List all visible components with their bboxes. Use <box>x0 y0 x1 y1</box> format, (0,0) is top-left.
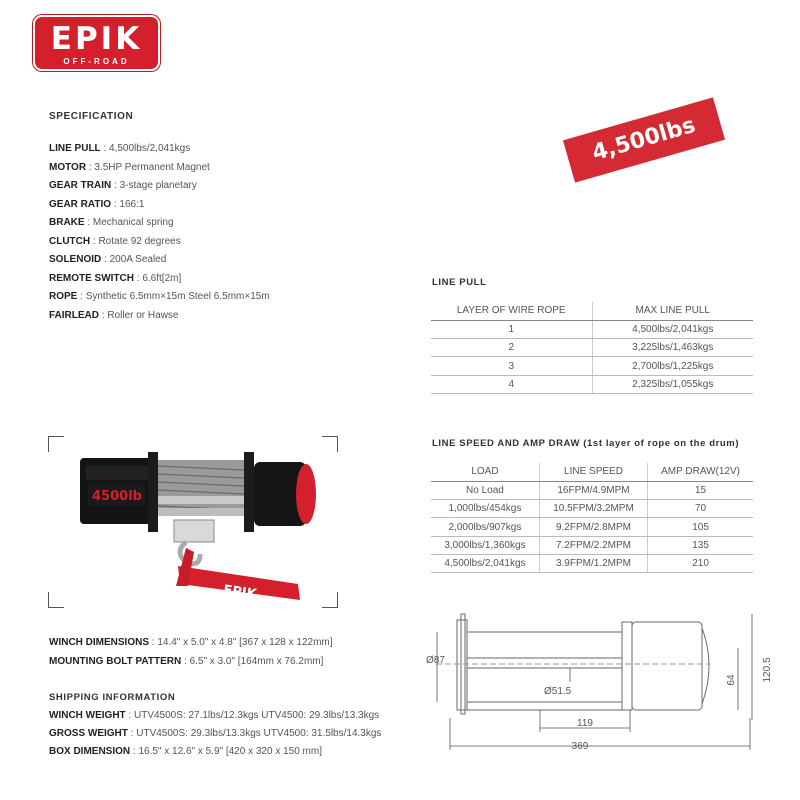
spec-row: MOTOR : 3.5HP Permanent Magnet <box>49 161 210 173</box>
spec-row: SOLENOID : 200A Sealed <box>49 254 167 265</box>
table-row <box>431 500 753 518</box>
winch-label: 4500lb <box>92 489 142 504</box>
dim-w369: 369 <box>571 741 589 752</box>
line-speed-table <box>431 463 753 573</box>
spec-label: MOTOR <box>49 161 87 173</box>
spec-label: ROPE <box>49 291 78 302</box>
table-cell: 4,500lbs/2,041kgs <box>592 320 753 338</box>
winch-dimensions-row: WINCH DIMENSIONS : 14.4" x 5.0" x 4.8" [367 x 128 x 122mm] <box>49 637 333 648</box>
spec-value: Mechanical spring <box>92 217 174 228</box>
spec-label: SOLENOID <box>49 254 102 265</box>
table-header: AMP DRAW(12V) <box>648 463 753 481</box>
winch-dimensions-value: 14.4" x 5.0" x 4.8" [367 x 128 x 122mm] <box>157 637 333 648</box>
table-cell: 2,000lbs/907kgs <box>431 518 539 536</box>
table-row <box>431 339 753 357</box>
spec-row: CLUTCH : Rotate 92 degrees <box>49 235 181 247</box>
spec-label: GEAR TRAIN <box>49 180 112 191</box>
table-cell: 105 <box>648 518 753 536</box>
spec-label: LINE PULL <box>49 143 101 154</box>
table-cell: 210 <box>648 554 753 572</box>
spec-value: 6.6ft[2m] <box>142 272 182 284</box>
product-image-frame <box>48 436 338 608</box>
table-row <box>431 320 753 338</box>
table-row <box>431 536 753 554</box>
table-header: LINE SPEED <box>539 463 647 481</box>
technical-drawing <box>420 600 780 760</box>
spec-value: 4,500lbs/2,041kgs <box>109 143 191 154</box>
line-pull-table <box>431 302 753 394</box>
spec-value: 200A Sealed <box>109 254 167 265</box>
table-header: MAX LINE PULL <box>592 302 753 320</box>
winch-dimensions-label: WINCH DIMENSIONS <box>49 637 149 648</box>
table-cell: 2,700lbs/1,225kgs <box>592 357 753 375</box>
table-cell: 2 <box>431 339 592 357</box>
shipping-label: BOX DIMENSION <box>49 746 131 757</box>
table-row <box>431 357 753 375</box>
capacity-stamp-text: 4,500lbs <box>589 112 699 167</box>
table-cell: 4,500lbs/2,041kgs <box>431 554 539 572</box>
dim-d87: Ø87 <box>426 655 445 666</box>
table-header: LOAD <box>431 463 539 481</box>
spec-row: GEAR RATIO : 166:1 <box>49 198 145 210</box>
table-cell: 3.9FPM/1.2MPM <box>539 554 647 572</box>
table-cell: 2,325lbs/1,055kgs <box>592 375 753 393</box>
shipping-label: WINCH WEIGHT <box>49 710 126 721</box>
spec-row: ROPE : Synthetic 6.5mm×15m Steel 6.5mm×15m <box>49 291 270 302</box>
table-header: LAYER OF WIRE ROPE <box>431 302 592 320</box>
table-cell: 3 <box>431 357 592 375</box>
winch-image <box>48 436 338 608</box>
shipping-title: SHIPPING INFORMATION <box>49 692 176 703</box>
table-cell: 3,225lbs/1,463kgs <box>592 339 753 357</box>
table-cell: 7.2FPM/2.2MPM <box>539 536 647 554</box>
shipping-row: BOX DIMENSION : 16.5" x 12.6" x 5.9" [420 x 320 x 150 mm] <box>49 746 322 757</box>
spec-label: GEAR RATIO <box>49 198 112 210</box>
spec-label: REMOTE SWITCH <box>49 272 134 284</box>
shipping-value: 16.5" x 12.6" x 5.9" [420 x 320 x 150 mm] <box>138 746 322 757</box>
table-row <box>431 375 753 393</box>
spec-value: 3.5HP Permanent Magnet <box>94 161 210 173</box>
logo-sub-text: OFF-ROAD <box>63 57 130 66</box>
spec-value: 166:1 <box>119 198 145 210</box>
dim-w119: 119 <box>577 718 593 729</box>
spec-value: 3-stage planetary <box>119 180 197 191</box>
spec-row: BRAKE : Mechanical spring <box>49 217 174 228</box>
table-cell: 4 <box>431 375 592 393</box>
shipping-value: UTV4500S: 29.3lbs/13.3kgs UTV4500: 31.5lbs/14.3kgs <box>136 728 382 739</box>
logo-main-text: EPIK <box>50 21 143 57</box>
specification-list <box>49 140 379 325</box>
table-cell: 1 <box>431 320 592 338</box>
spec-value: Synthetic 6.5mm×15m Steel 6.5mm×15m <box>85 291 270 302</box>
mounting-bolt-value: 6.5" x 3.0" [164mm x 76.2mm] <box>189 656 324 667</box>
table-cell: 1,000lbs/454kgs <box>431 500 539 518</box>
table-cell: 135 <box>648 536 753 554</box>
dim-h120: 120.5 <box>762 657 773 683</box>
strap-brand: EPIK <box>222 582 258 603</box>
table-cell: 9.2FPM/2.8MPM <box>539 518 647 536</box>
shipping-list <box>49 710 381 764</box>
shipping-row: WINCH WEIGHT : UTV4500S: 27.1lbs/12.3kgs UTV4500: 29.3lbs/13.3kgs <box>49 710 380 721</box>
dim-d51: Ø51.5 <box>544 686 572 697</box>
spec-label: CLUTCH <box>49 235 91 247</box>
epik-logo <box>33 15 160 71</box>
table-cell: 10.5FPM/3.2MPM <box>539 500 647 518</box>
capacity-stamp <box>563 97 725 182</box>
table-row <box>431 554 753 572</box>
shipping-value: UTV4500S: 27.1lbs/12.3kgs UTV4500: 29.3lbs/13.3kgs <box>134 710 380 721</box>
spec-row: FAIRLEAD : Roller or Hawse <box>49 309 179 321</box>
spec-row: REMOTE SWITCH : 6.6ft[2m] <box>49 272 182 284</box>
spec-label: BRAKE <box>49 217 85 228</box>
table-cell: 16FPM/4.9MPM <box>539 481 647 499</box>
spec-row: GEAR TRAIN : 3-stage planetary <box>49 180 197 191</box>
line-speed-title: LINE SPEED AND AMP DRAW (1st layer of rope on the drum) <box>432 438 740 449</box>
shipping-row: GROSS WEIGHT : UTV4500S: 29.3lbs/13.3kgs UTV4500: 31.5lbs/14.3kgs <box>49 728 382 739</box>
table-cell: 3,000lbs/1,360kgs <box>431 536 539 554</box>
table-cell: No Load <box>431 481 539 499</box>
spec-value: Rotate 92 degrees <box>98 235 181 247</box>
table-row <box>431 518 753 536</box>
table-cell: 15 <box>648 481 753 499</box>
spec-row: LINE PULL : 4,500lbs/2,041kgs <box>49 143 191 154</box>
line-pull-title: LINE PULL <box>432 277 487 288</box>
dim-h64: 64 <box>726 674 737 686</box>
shipping-label: GROSS WEIGHT <box>49 728 128 739</box>
table-cell: 70 <box>648 500 753 518</box>
spec-value: Roller or Hawse <box>107 309 179 321</box>
table-row <box>431 481 753 499</box>
mounting-bolt-row: MOUNTING BOLT PATTERN : 6.5" x 3.0" [164mm x 76.2mm] <box>49 656 324 667</box>
specification-title: SPECIFICATION <box>49 111 134 122</box>
spec-label: FAIRLEAD <box>49 309 99 321</box>
mounting-bolt-label: MOUNTING BOLT PATTERN <box>49 656 182 667</box>
